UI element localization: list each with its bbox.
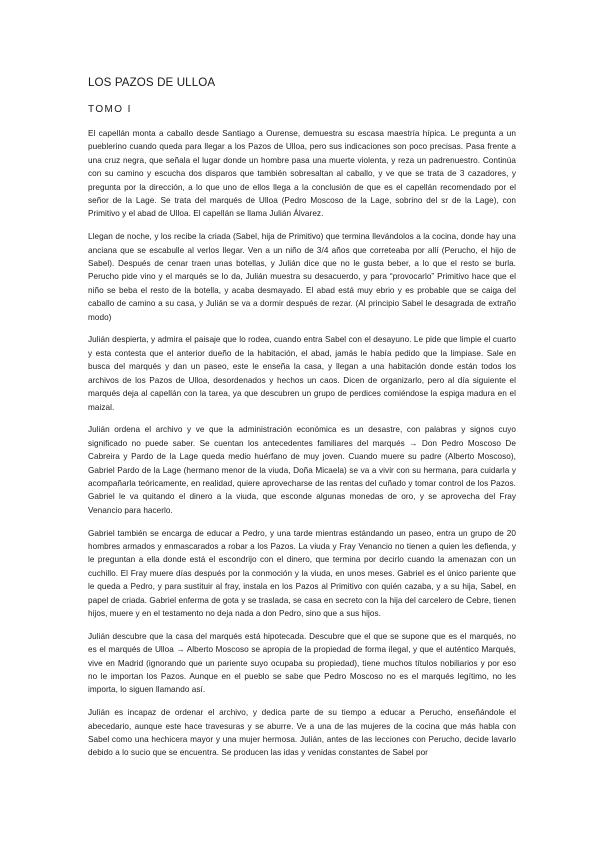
paragraph: Julián ordena el archivo y ve que la administración económica es un desastre, con palabras y signos cuyo significado no puede saber. Se cuentan los antecedentes familiares del marqués → Don Pedro Moscoso De Cabreira y Pardo de la Lage queda medio huérfano de muy joven. Cuando muere su padre (Alberto Moscoso), Gabriel Pardo de la Lage (hermano menor de la viuda, Doña Micaela) se va a vivir con su hermana, para cuidarla y acompañarla teóricamente, en realidad, quiere aprovecharse de las rentas del cuñado y tomar control de los Pazos. Gabriel le va quitando el dinero a la viuda, que esconde algunas monedas de oro, y se aprovecha del Fray Venancio para hacerlo.: [88, 425, 516, 515]
paragraph: Julián es incapaz de ordenar el archivo, y dedica parte de su tiempo a educar a Perucho, enseñándole el abecedario, aunque este hace travesuras y se aburre. Ve a una de las mujeres de la cocina que más habla con Sabel como una hechicera mayor y una mujer hermosa. Julián, antes de las lecciones con Perucho, decide lavarlo debido a lo sucio que se encuentra. Se producen las idas y venidas constantes de Sabel por: [88, 708, 516, 758]
document-page: [88, 76, 516, 769]
paragraph: Julián descubre que la casa del marqués está hipotecada. Descubre que el que se supone que es el marqués, no es el marqués de Ulloa → Alberto Moscoso se apropia de la propiedad de forma ilegal, y que el auténtico Marqués, vive en Madrid (ignorando que un pariente suyo ocupaba su propiedad), tiene muchos títulos nobiliarios y por eso no le importan los Pazos. Aunque en el pueblo se sabe que Pedro Moscoso no es el marqués legítimo, no les importa, lo siguen llamando así.: [88, 631, 516, 695]
paragraph: Julián despierta, y admira el paisaje que lo rodea, cuando entra Sabel con el desayuno. Le pide que limpie el cuarto y esta contesta que el anterior dueño de la habitación, el abad, jamás le había pedido que la limpiase. Sale en busca del marqués y dan un paseo, este le enseña la casa, y llegan a una habitación donde están todos los archivos de los Pazos de Ulloa, desordenados y hechos un caos. Dicen de organizarlo, pero al día siguiente el marqués deja al capellán con la tarea, ya que descubren un grupo de perdices comiéndose la espiga madura en el maizal.: [88, 335, 516, 412]
paragraph: El capellán monta a caballo desde Santiago a Ourense, demuestra su escasa maestría hípica. Le pregunta a un pueblerino cuando queda para llegar a los Pazos de Ulloa, pero sus indicaciones son poco precisas. Pasa frente a una cruz negra, que señala el lugar donde un hombre pasa una muerte violenta, y reza un padrenuestro. Continúa con su camino y escucha dos disparos que también sobresaltan al caballo, y ve que se trata de 3 cazadores, y pregunta por la dirección, a lo que uno de ellos llega a la conclusión de que es el capellán recomendado por el señor de la Lage. Se trata del marqués de Ulloa (Pedro Moscoso de la Lage, sobrino del sr de la Lage), con Primitivo y el abad de Ulloa. El capellán se llama Julián Álvarez.: [88, 129, 516, 219]
paragraph: Gabriel también se encarga de educar a Pedro, y una tarde mientras estándando un paseo, entra un grupo de 20 hombres armados y enmascarados a robar a los Pazos. La viuda y Fray Venancio no tienen a quien les defienda, y le preguntan a ella donde está el escondrijo con el dinero, que termina por decirlo cuando la amenazan con un cuchillo. El Fray muere días después por la conmoción y la viuda, en unos meses. Gabriel es el único pariente que le queda a Pedro, y para sustituir al fray, instala en los Pazos al Primitivo con quién cazaba, y a su hija, Sabel, en papel de criada. Gabriel enferma de gota y se traslada, se casa en secreto con la hija del carcelero de Cebre, tienen hijos, muere y en el testamento no deja nada a don Pedro, sino que a sus hijos.: [88, 528, 516, 618]
document-title: LOS PAZOS DE ULLOA: [88, 76, 216, 89]
paragraph: Llegan de noche, y los recibe la criada (Sabel, hija de Primitivo) que termina llevándolos a la cocina, donde hay una anciana que se escabulle al verlos llegar. Ven a un niño de 3/4 años que correteaba por allí (Perucho, el hijo de Sabel). Después de cenar traen unas botellas, y Julián dice que no le gusta beber, a lo que el resto se burla. Perucho pide vino y el marqués se lo da, Julián muestra su desacuerdo, y para “provocarlo” Primitivo hace que el niño se beba el resto de la botella, y acaba desmayado. El abad está muy ebrio y es probable que se caiga del caballo de camino a su casa, y Julián se va a dormir después de rezar. (Al principio Sabel le desagrada de extraño modo): [88, 232, 516, 322]
volume-heading: TOMO I: [88, 104, 132, 115]
